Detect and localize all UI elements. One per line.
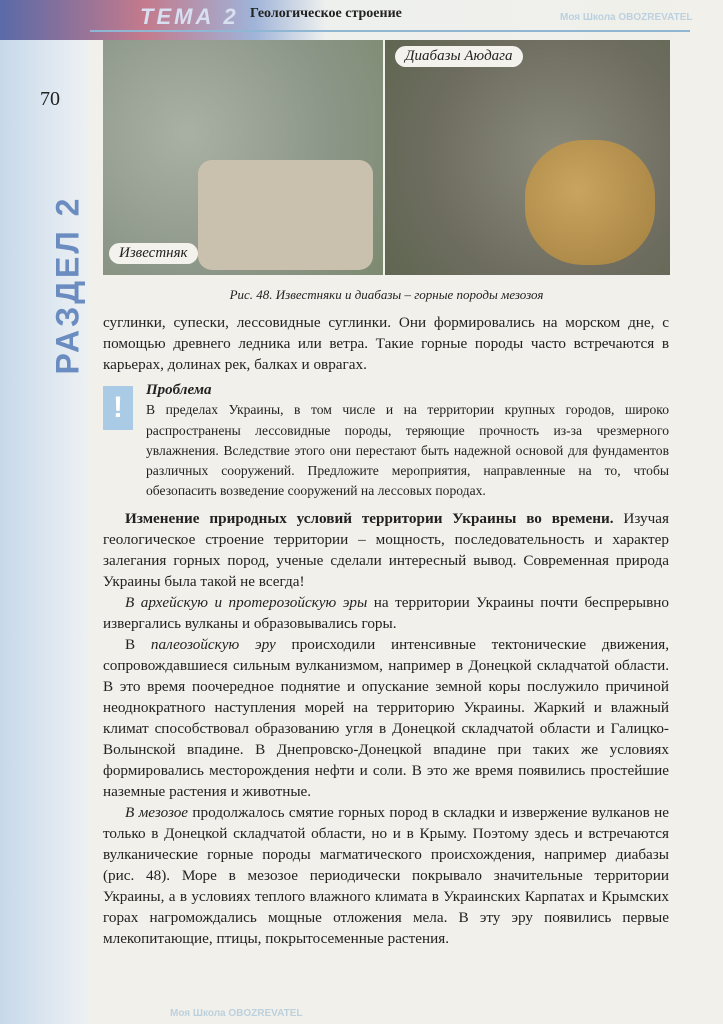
watermark: Моя Школа OBOZREVATEL bbox=[170, 1008, 303, 1019]
section-text: РАЗДЕЛ 2 bbox=[49, 195, 86, 375]
figure-48 bbox=[103, 40, 670, 275]
paragraph-text: происходили интенсивные тектонические движения, сопровождавшиеся сильным вулканизмом, например в Донецкой складчатой области. В это время поочередное поднятие и опускание земной коры послужило причиной неоднократного наступления морей на территорию Украины. Жаркий и влажный климат способствовал образованию угля в Донецкой складчатой области и Галицко-Волынской впадине. В Днепровско-Донецкой впадине при таких же условиях формировались месторождения нефти и соли. В это же время появились простейшие наземные растения и животные. bbox=[103, 635, 669, 800]
paragraph bbox=[103, 592, 669, 634]
page-margin bbox=[0, 0, 90, 1024]
paragraph bbox=[103, 508, 669, 592]
paragraph bbox=[103, 802, 669, 949]
problem-box bbox=[103, 380, 669, 502]
header-divider bbox=[90, 30, 690, 32]
limestone-label: Известняк bbox=[109, 243, 198, 264]
paragraph: суглинки, супески, лессовидные суглинки. Они формировались на морском дне, с помощью древнего ледника или ветра. Такие горные породы часто встречаются в карьерах, долинах рек, балках и оврагах. bbox=[103, 314, 669, 373]
page-number: 70 bbox=[40, 88, 60, 110]
problem-title: Проблема bbox=[146, 382, 212, 398]
figure-caption: Рис. 48. Известняки и диабазы – горные породы мезозоя bbox=[229, 287, 544, 302]
section-label bbox=[48, 170, 88, 400]
paragraph-text: на территории Украины почти беспрерывно извергались вулканы и образовывались горы. bbox=[103, 593, 669, 632]
paragraph-text: продолжалось смятие горных пород в складки и извержение вулканов не только в Донецкой складчатой области, но и в Крыму. Поэтому здесь и встречаются вулканические горные породы магматического происхождения, например диабазы (рис. 48). Море в мезозое периодически покрывало значительные территории Украины, а в условиях теплого влажного климата в Украинских Карпатах и Крымских горах нагромождались мощные отложения мела. В эту эру появились первые млекопитающие, птицы, покрытосеменные растения. bbox=[103, 803, 669, 947]
exclamation-icon: ! bbox=[103, 386, 133, 430]
limestone-sample bbox=[198, 160, 373, 270]
diabase-sample bbox=[525, 140, 655, 265]
problem-text: В пределах Украины, в том числе и на территории крупных городов, широко распространены лессовидные породы, теряющие прочность из-за чрезмерного увлажнения. Вследствие этого они перестают быть надежной основой для фундаментов различных сооружений. Предложите мероприятия, направленные на то, чтобы обезопасить возведение сооружений на лессовых породах. bbox=[146, 402, 669, 499]
era-term: В мезозое bbox=[125, 803, 189, 821]
paragraph bbox=[103, 634, 669, 802]
limestone-photo bbox=[103, 40, 383, 275]
era-term: В архейскую и протерозойскую эры bbox=[125, 593, 368, 611]
section-heading: Изменение природных условий территории Украины во времени. bbox=[125, 509, 614, 527]
paragraph-text: Изучая геологическое строение территории – мощность, последовательность и характер залегания горных пород, ученые сделали интересный вывод. Современная природа Украины была такой не всегда! bbox=[103, 509, 669, 590]
diabase-photo bbox=[385, 40, 670, 275]
header-title: Геологическое строение bbox=[250, 6, 402, 21]
watermark: Моя Школа OBOZREVATEL bbox=[560, 12, 693, 23]
era-term: палеозойскую эру bbox=[150, 635, 276, 653]
paragraph-text: В bbox=[125, 635, 136, 653]
diabase-label: Диабазы Аюдага bbox=[395, 46, 523, 67]
main-text bbox=[103, 312, 669, 949]
topic-label: ТЕМА 2 bbox=[140, 4, 239, 29]
